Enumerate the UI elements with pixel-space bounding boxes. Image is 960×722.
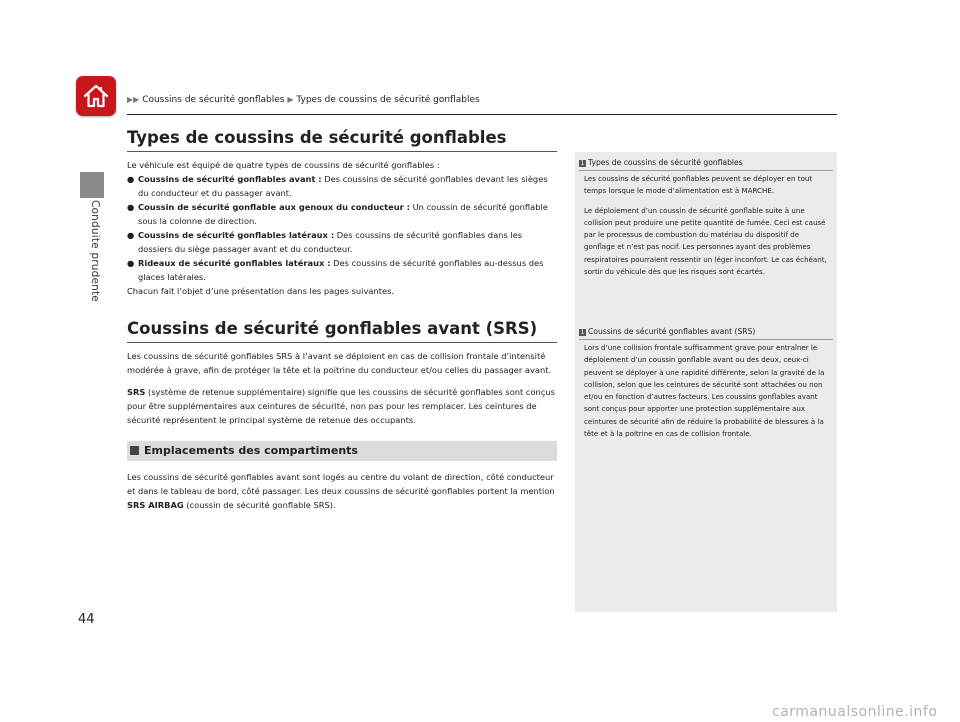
bullet-icon: ● — [127, 230, 135, 240]
outro-paragraph: Chacun fait l’objet d’une présentation dans les pages suivantes. — [127, 286, 395, 296]
square-bullet-icon — [130, 446, 139, 455]
section-title-front-airbags: Coussins de sécurité gonflables avant (SRS) — [127, 317, 557, 343]
note-title — [575, 323, 837, 339]
note-title-text[interactable]: Types de coussins de sécurité gonflables — [588, 158, 743, 167]
note-icon: 1 — [580, 160, 585, 167]
note-title-text[interactable]: Coussins de sécurité gonflables avant (SRS) — [588, 327, 756, 336]
front-airbags-paragraph: Les coussins de sécurité gonflables SRS à l’avant se déploient en cas de collision frontale d’intensité modérée à grave, afin de protéger la tête et la poitrine du conducteur et/ou celles du passager avant. — [127, 351, 552, 375]
bullet-text: Un coussin de sécurité gonflable sous la colonne de direction. — [138, 202, 548, 226]
bullet-icon: ● — [127, 174, 135, 184]
bullet-icon: ● — [127, 202, 135, 212]
watermark: carmanualsonline.info — [772, 704, 938, 720]
main-content — [127, 126, 557, 512]
note-icon: 1 — [580, 329, 585, 336]
bullet-item — [127, 256, 557, 284]
note-airbag-types — [575, 154, 837, 278]
note-title — [575, 154, 837, 170]
srs-term: SRS — [127, 387, 146, 397]
locations-paragraph — [127, 470, 557, 512]
section-title-airbag-types: Types de coussins de sécurité gonflables — [127, 126, 557, 152]
triangle-right-icon: ▶▶ — [127, 95, 140, 104]
bullet-term: Rideaux de sécurité gonflables latéraux : — [138, 258, 331, 268]
breadcrumb — [127, 95, 480, 105]
note-front-airbags — [575, 323, 837, 440]
subsection-header — [127, 441, 557, 461]
locations-text: Les coussins de sécurité gonflables avant sont logés au centre du volant de direction, côté conducteur et dans le tableau de bord, côté passager. Les deux coussins de sécurité gonflables portent la mention — [127, 472, 555, 496]
header-divider — [127, 114, 837, 115]
bullet-item — [127, 200, 557, 228]
page-number: 44 — [78, 612, 95, 627]
note-paragraph: Lors d’une collision frontale suffisamment grave pour entraîner le déploiement d’un coussin gonflable avant ou des deux, ceux-ci peuvent se déployer à une rapidité différente, selon la gravité de la collision, selon que les ceintures de sécurité sont attachées ou non et/ou en fonction d’autres facteurs. Les coussins gonflables avant sont conçus pour apporter une protection supplémentaire aux ceintures de sécurité afin de réduire la probabilité de blessures à la tête et à la poitrine en cas de collision frontale. — [584, 343, 825, 439]
bullet-icon: ● — [127, 258, 135, 268]
breadcrumb-item-airbag-types[interactable]: Types de coussins de sécurité gonflables — [296, 95, 480, 105]
srs-definition-text: (système de retenue supplémentaire) signifie que les coussins de sécurité gonflables sont conçus pour être supplémentaires aux ceintures de sécurité, non pas pour les remplacer. Les ceintures de sécurité représentent le principal système de retenue des occupants. — [127, 387, 555, 425]
bullet-text: Des coussins de sécurité gonflables devant les sièges du conducteur et du passager avant. — [138, 174, 548, 198]
section-tab-marker[interactable] — [80, 172, 104, 198]
triangle-right-icon: ▶ — [287, 95, 294, 104]
bullet-term: Coussins de sécurité gonflables avant : — [138, 174, 322, 184]
bullet-item — [127, 228, 557, 256]
note-paragraph: Les coussins de sécurité gonflables peuvent se déployer en tout temps lorsque le mode d’alimentation est à MARCHE. — [584, 174, 813, 196]
bullet-term: Coussin de sécurité gonflable aux genoux du conducteur : — [138, 202, 410, 212]
bullet-text: Des coussins de sécurité gonflables au-dessus des glaces latérales. — [138, 258, 544, 282]
bullet-term: Coussins de sécurité gonflables latéraux : — [138, 230, 335, 240]
side-notes-panel — [575, 152, 837, 612]
subsection-title: Emplacements des compartiments — [144, 444, 358, 457]
home-icon — [82, 82, 110, 110]
bullet-item — [127, 172, 557, 200]
srs-airbag-term: SRS AIRBAG — [127, 500, 184, 510]
locations-text-end: (coussin de sécurité gonflable SRS). — [183, 500, 336, 510]
srs-definition-paragraph — [127, 385, 557, 427]
section-side-label: Conduite prudente — [89, 200, 101, 302]
breadcrumb-item-airbags[interactable]: Coussins de sécurité gonflables — [142, 95, 285, 105]
bullet-text: Des coussins de sécurité gonflables dans les dossiers du siège passager avant et du conducteur. — [138, 230, 523, 254]
note-paragraph: Le déploiement d’un coussin de sécurité gonflable suite à une collision peut produire une petite quantité de fumée. Ceci est causé par le processus de combustion du matériau du dispositif de gonflage et n’est pas nocif. Les personnes ayant des problèmes respiratoires pourraient ressentir un léger inconfort. Le cas échéant, sortir du véhicule dès que les risques sont écartés. — [584, 205, 827, 277]
intro-paragraph: Le véhicule est équipé de quatre types de coussins de sécurité gonflables : — [127, 160, 440, 170]
home-button[interactable] — [76, 76, 116, 116]
